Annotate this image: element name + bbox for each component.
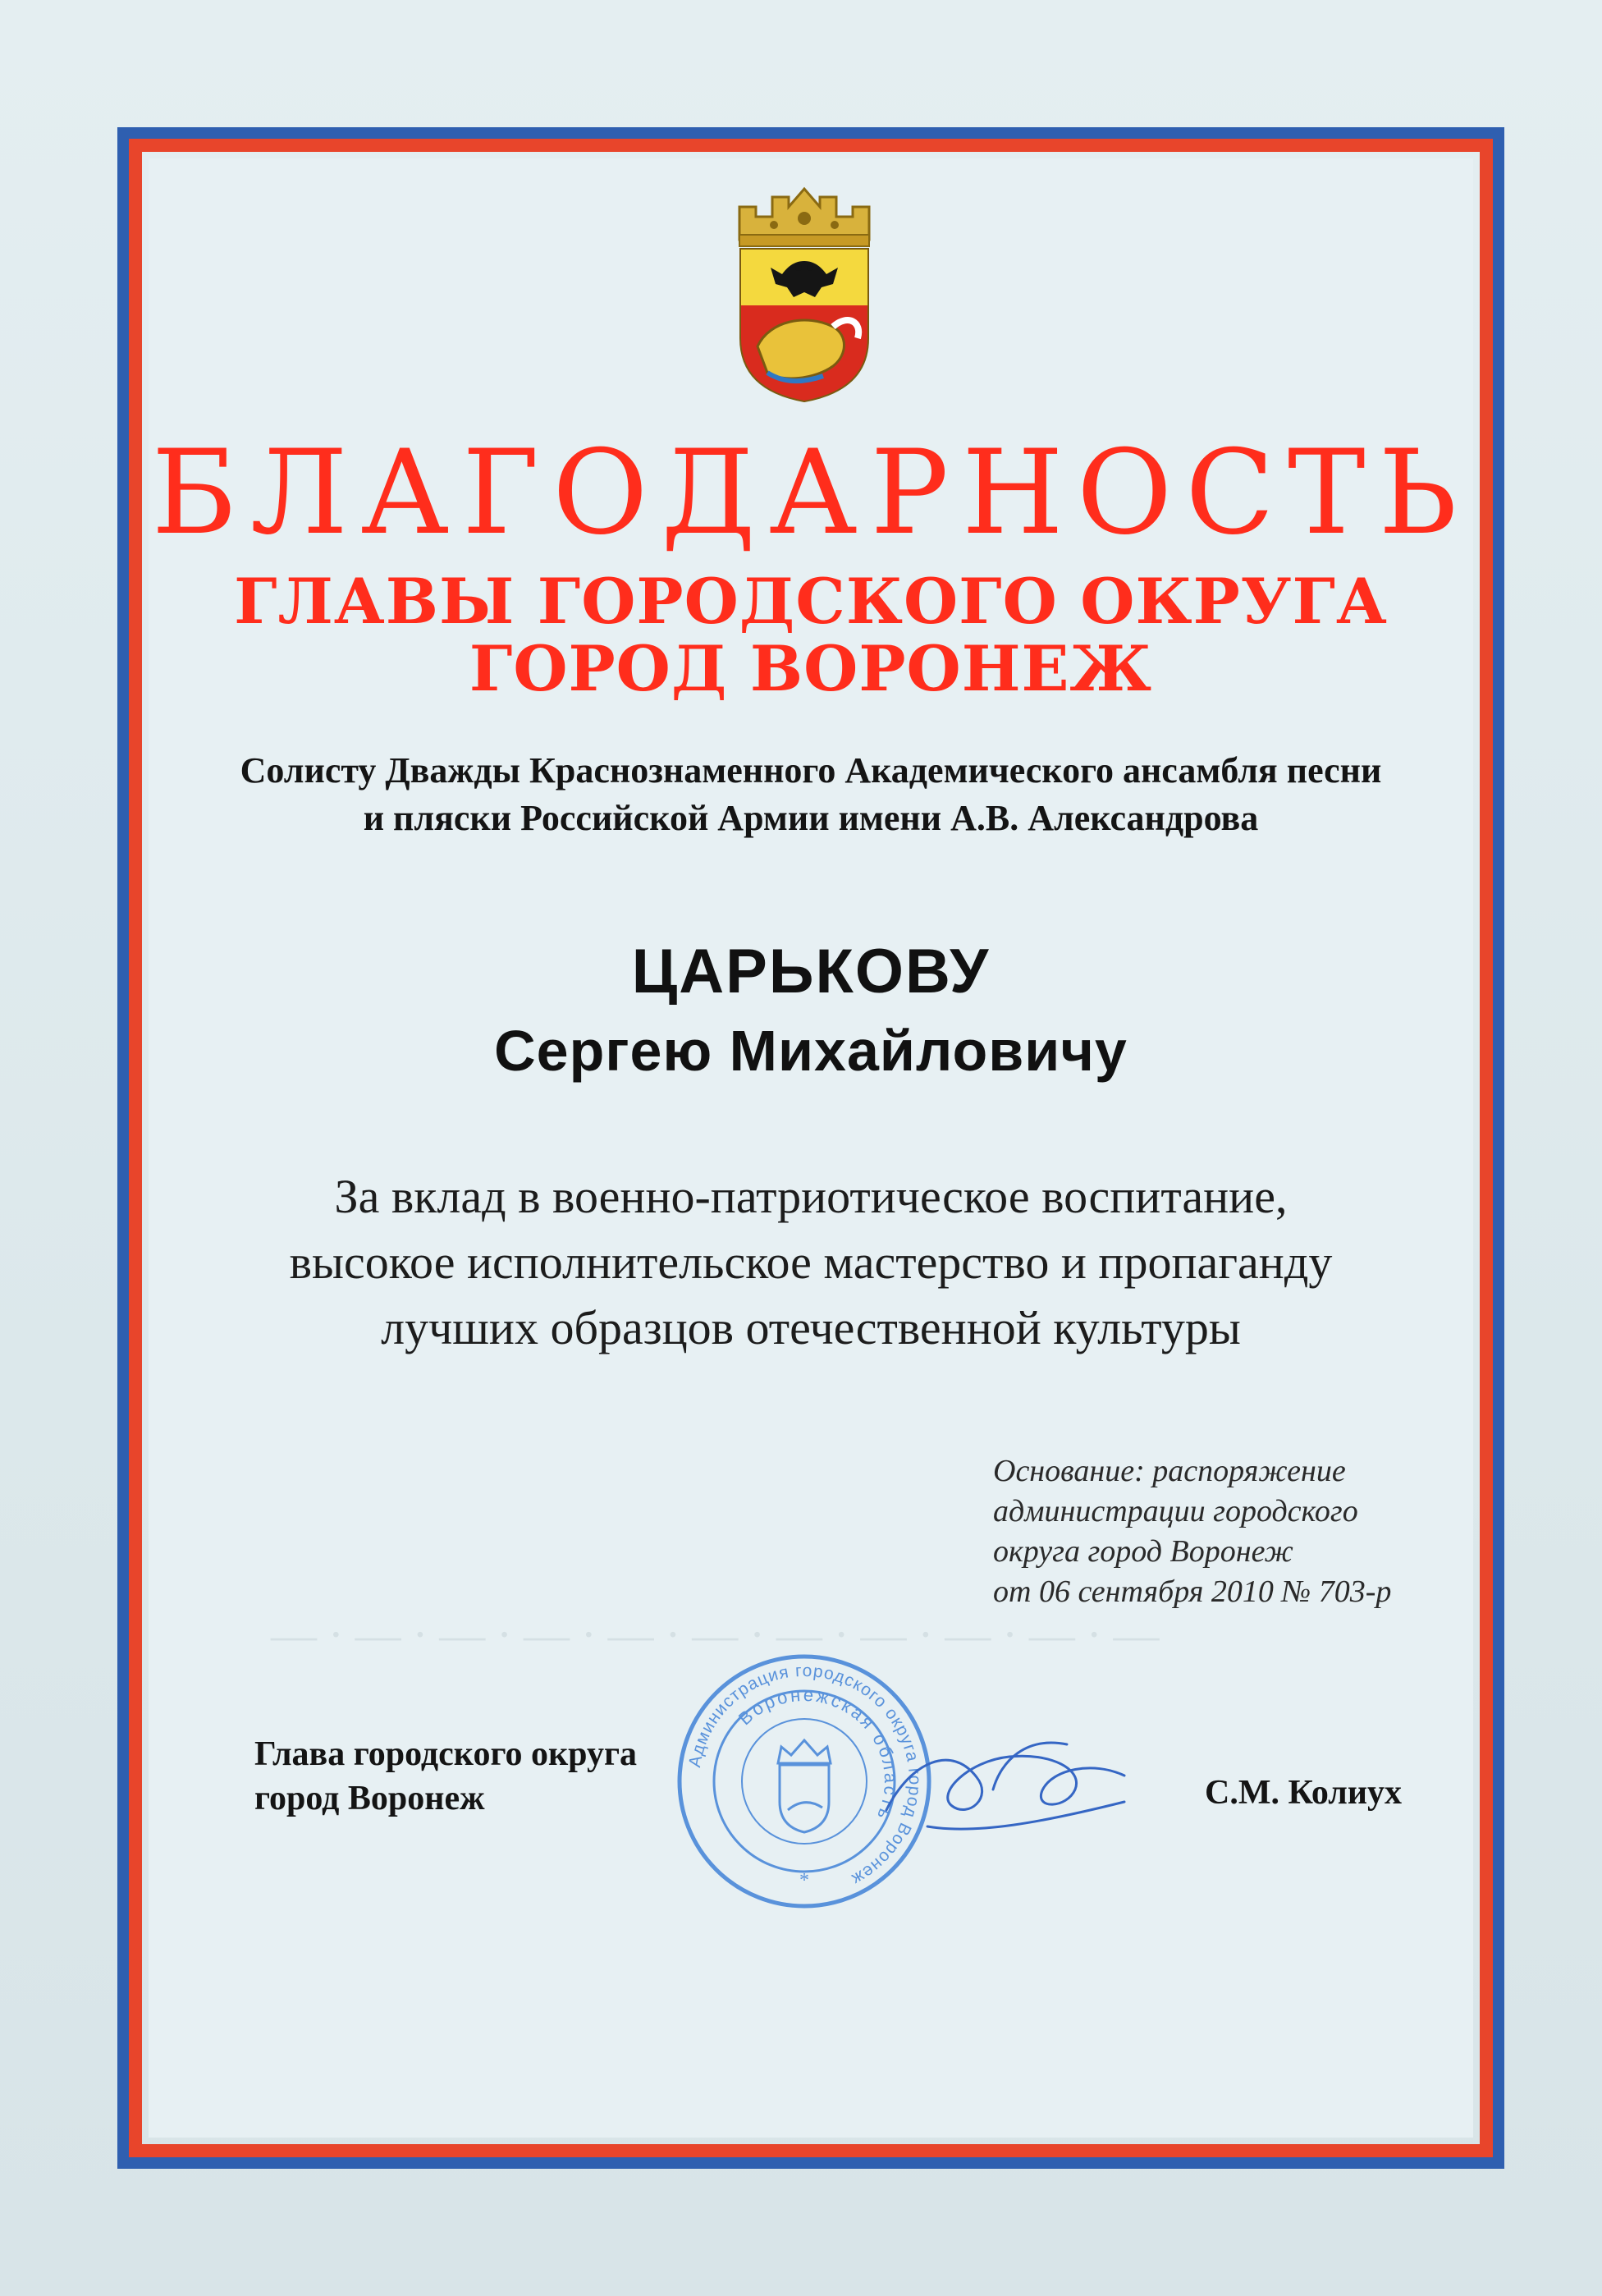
svg-text:Воронежская область: Воронежская область: [735, 1684, 902, 1825]
svg-text:*: *: [799, 1870, 809, 1891]
svg-text:Администрация городского округ: Администрация городского округа город Воронеж: [685, 1661, 925, 1890]
recipient-position-line-1: Солисту Дважды Краснознаменного Академического ансамбля песни: [240, 750, 1382, 791]
show-through-text: — · — · — · — · — · — · — · — · — · — · —: [271, 1610, 1160, 1661]
signatory-name: С.М. Колиух: [1205, 1774, 1403, 1812]
recipient-surname: ЦАРЬКОВУ: [631, 937, 991, 1006]
coat-of-arms-icon: [725, 182, 884, 404]
signatory-title-line-1: Глава городского округа: [254, 1735, 638, 1773]
subtitle-line-1: ГЛАВЫ ГОРОДСКОГО ОКРУГА: [234, 565, 1388, 638]
basis-line-2: администрации городского: [993, 1494, 1358, 1528]
recipient-position-line-2: и пляски Российской Армии имени А.В. Александрова: [363, 798, 1259, 838]
signature-icon: [878, 1712, 1149, 1851]
certificate-title: БЛАГОДАРНОСТЬ: [151, 425, 1471, 561]
reason-line-2: высокое исполнительское мастерство и пропаганду: [289, 1235, 1333, 1289]
recipient-given-names: Сергею Михайловичу: [494, 1019, 1128, 1083]
basis-line-3: округа город Воронеж: [993, 1534, 1293, 1569]
reason-line-3: лучших образцов отечественной культуры: [381, 1301, 1241, 1354]
basis-line-1: Основание: распоряжение: [993, 1454, 1346, 1488]
signatory-title-line-2: город Воронеж: [254, 1780, 485, 1817]
subtitle-line-2: ГОРОД ВОРОНЕЖ: [469, 632, 1153, 705]
reason-line-1: За вклад в военно-патриотическое воспитание,: [334, 1170, 1288, 1223]
basis-line-4: от 06 сентября 2010 № 703-р: [993, 1574, 1392, 1609]
